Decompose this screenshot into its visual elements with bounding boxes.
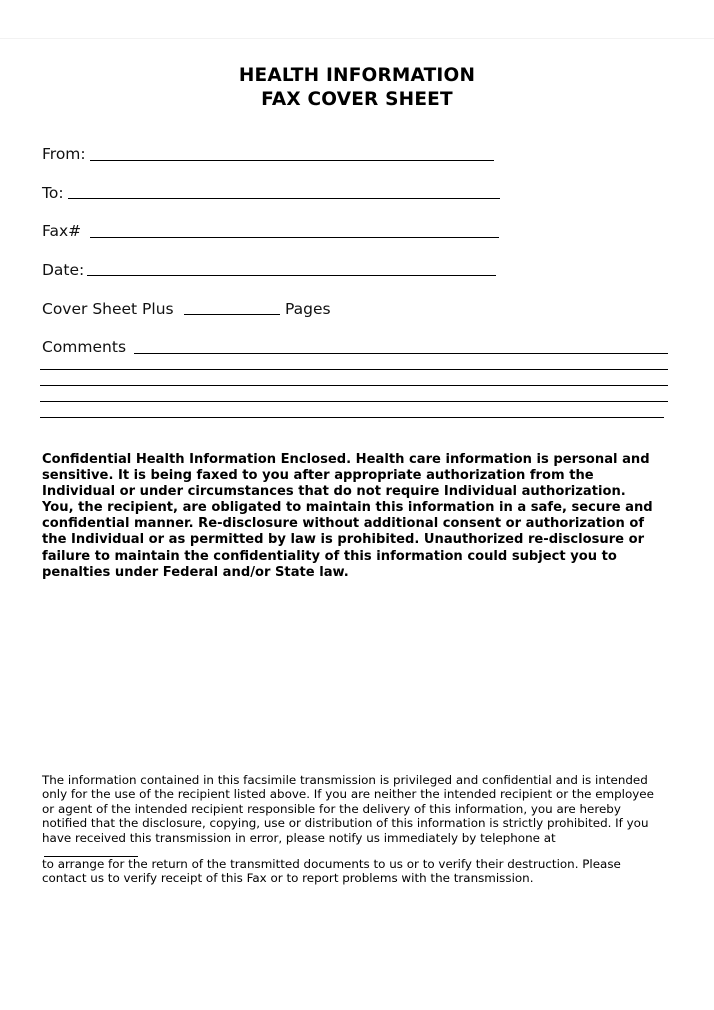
disclaimer-line-with-telephone: [42, 831, 682, 857]
from-label: From:: [42, 145, 86, 163]
notice-line: sensitive. It is being faxed to you after appropriate authorization from the: [42, 468, 594, 484]
notice-line: penalties under Federal and/or State law.: [42, 564, 349, 580]
disclaimer-line: The information contained in this facsimile transmission is privileged and confidential and is intended: [42, 773, 648, 787]
page-count-field[interactable]: [184, 314, 280, 315]
document-title-line-2: FAX COVER SHEET: [261, 89, 453, 110]
telephone-field[interactable]: [44, 845, 138, 857]
notice-line: You, the recipient, are obligated to maintain this information in a safe, secure and: [42, 500, 653, 516]
comments-label: Comments: [42, 338, 127, 356]
fax-label: Fax#: [42, 222, 82, 240]
fax-number-field[interactable]: [90, 237, 499, 238]
disclaimer-line: only for the use of the recipient listed above. If you are neither the intended recipient or the employee: [42, 787, 654, 802]
pages-label: Pages: [285, 300, 331, 318]
disclaimer-line: have received this transmission in error, please notify us immediately by telephone at: [42, 830, 556, 845]
comments-field-line-1[interactable]: [134, 353, 668, 354]
disclaimer-line: contact us to verify receipt of this Fax or to report problems with the transmission.: [42, 871, 534, 886]
from-field[interactable]: [90, 160, 494, 161]
comments-field-line-3[interactable]: [40, 385, 668, 386]
disclaimer-line: to arrange for the return of the transmitted documents to us or to verify their destruction. Please: [42, 857, 621, 872]
notice-line: confidential manner. Re-disclosure without additional consent or authorization of: [42, 516, 645, 532]
to-field[interactable]: [68, 198, 500, 199]
notice-line: failure to maintain the confidentiality of this information could subject you to: [42, 548, 617, 564]
comments-field-line-4[interactable]: [40, 401, 668, 402]
cover-sheet-plus-label: Cover Sheet Plus: [42, 300, 174, 318]
to-label: To:: [42, 184, 64, 202]
notice-line: Individual or under circumstances that do not require Individual authorization.: [42, 484, 626, 500]
notice-line: Confidential Health Information Enclosed. Health care information is personal and: [42, 452, 650, 467]
document-title-line-1: HEALTH INFORMATION: [238, 65, 476, 86]
disclaimer-line: or agent of the intended recipient responsible for the delivery of this information, you are hereby: [42, 801, 621, 816]
transmission-disclaimer: [42, 773, 682, 886]
date-label: Date:: [42, 261, 85, 279]
notice-line: the Individual or as permitted by law is prohibited. Unauthorized re-disclosure or: [42, 532, 645, 548]
page-top-divider: [0, 38, 714, 39]
comments-field-line-5[interactable]: [40, 417, 664, 418]
comments-field-line-2[interactable]: [40, 369, 668, 370]
disclaimer-line: notified that the disclosure, copying, use or distribution of this information is strictly prohibited. If you: [42, 816, 649, 831]
confidentiality-notice: [42, 452, 672, 581]
date-field[interactable]: [87, 275, 496, 276]
